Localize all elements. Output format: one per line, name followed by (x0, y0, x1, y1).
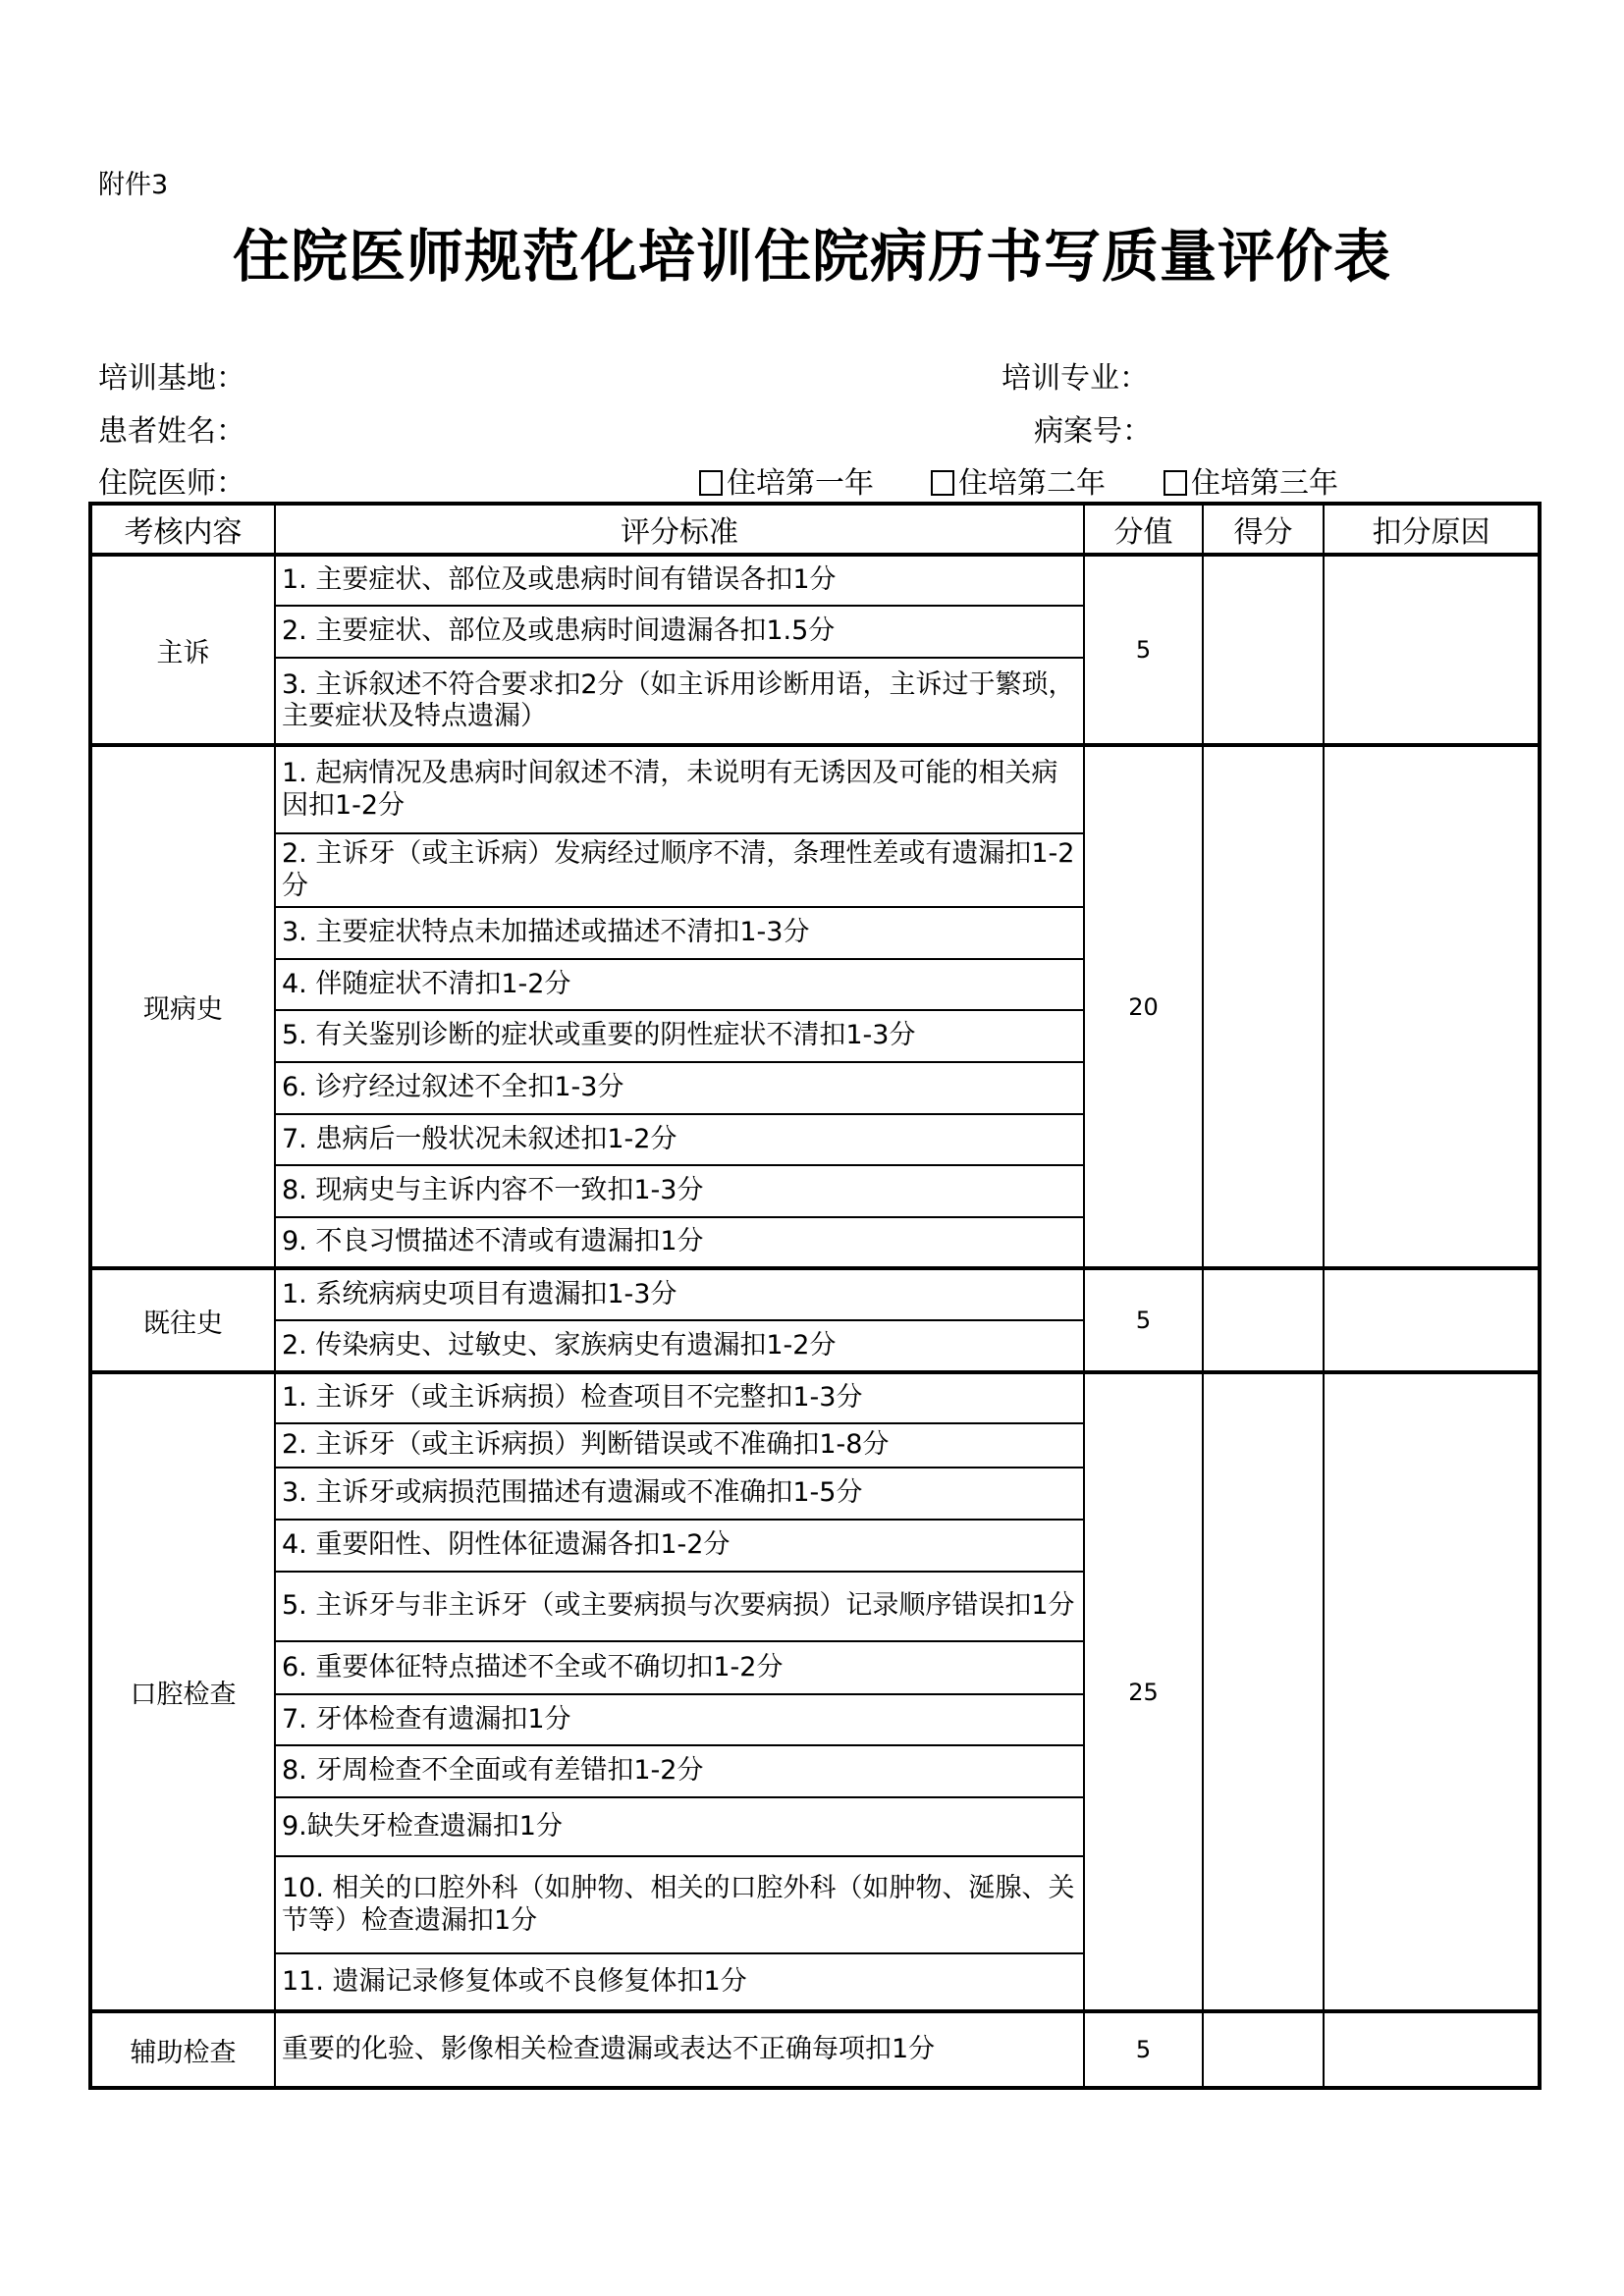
criteria-cell: 7. 患病后一般状况未叙述扣1-2分 (275, 1114, 1084, 1165)
criteria-cell: 3. 主要症状特点未加描述或描述不清扣1-3分 (275, 907, 1084, 959)
patient-name-label: 患者姓名： (98, 414, 245, 449)
training-base-label: 培训基地： (98, 361, 245, 396)
criteria-cell: 3. 主诉叙述不符合要求扣2分（如主诉用诊断用语，主诉过于繁琐，主要症状及特点遗漏） (275, 658, 1084, 745)
criteria-cell: 2. 主诉牙（或主诉病损）判断错误或不准确扣1-8分 (275, 1423, 1084, 1468)
criteria-cell: 8. 牙周检查不全面或有差错扣1-2分 (275, 1745, 1084, 1797)
criteria-cell: 10. 相关的口腔外科（如肿物、相关的口腔外科（如肿物、涎腺、关节等）检查遗漏扣1分 (275, 1856, 1084, 1953)
checkbox[interactable] (1164, 470, 1187, 496)
annex-label: 附件3 (98, 170, 169, 200)
checkbox[interactable] (699, 470, 723, 496)
category-cell: 辅助检查 (90, 2011, 275, 2088)
score-input-cell[interactable] (1203, 745, 1324, 1268)
header-content: 考核内容 (90, 504, 275, 555)
deduction-reason-cell[interactable] (1324, 745, 1540, 1268)
criteria-cell: 9. 不良习惯描述不清或有遗漏扣1分 (275, 1217, 1084, 1268)
criteria-cell: 2. 主要症状、部位及或患病时间遗漏各扣1.5分 (275, 606, 1084, 658)
criteria-cell: 1. 起病情况及患病时间叙述不清，未说明有无诱因及可能的相关病因扣1-2分 (275, 745, 1084, 833)
criteria-cell: 9.缺失牙检查遗漏扣1分 (275, 1797, 1084, 1856)
header-score: 得分 (1203, 504, 1324, 555)
criteria-cell: 8. 现病史与主诉内容不一致扣1-3分 (275, 1165, 1084, 1217)
record-number-label: 病案号： (1034, 414, 1152, 449)
criteria-cell: 5. 有关鉴别诊断的症状或重要的阴性症状不清扣1-3分 (275, 1010, 1084, 1062)
max-score-cell: 5 (1084, 1268, 1203, 1372)
table-row (90, 2011, 1540, 2088)
criteria-cell: 2. 主诉牙（或主诉病）发病经过顺序不清，条理性差或有遗漏扣1-2分 (275, 833, 1084, 907)
criteria-cell: 4. 伴随症状不清扣1-2分 (275, 959, 1084, 1010)
score-input-cell[interactable] (1203, 2011, 1324, 2088)
criteria-cell: 7. 牙体检查有遗漏扣1分 (275, 1694, 1084, 1745)
deduction-reason-cell[interactable] (1324, 2011, 1540, 2088)
header-criteria: 评分标准 (275, 504, 1084, 555)
year-option-1[interactable]: 住培第一年 (699, 458, 874, 502)
criteria-cell: 1. 主诉牙（或主诉病损）检查项目不完整扣1-3分 (275, 1372, 1084, 1423)
deduction-reason-cell[interactable] (1324, 555, 1540, 745)
header-deduction-reason: 扣分原因 (1324, 504, 1540, 555)
criteria-cell: 4. 重要阳性、阴性体征遗漏各扣1-2分 (275, 1520, 1084, 1572)
max-score-cell: 20 (1084, 745, 1203, 1268)
criteria-cell: 5. 主诉牙与非主诉牙（或主要病损与次要病损）记录顺序错误扣1分 (275, 1572, 1084, 1641)
category-cell: 口腔检查 (90, 1372, 275, 2011)
criteria-cell: 6. 重要体征特点描述不全或不确切扣1-2分 (275, 1641, 1084, 1694)
criteria-cell: 11. 遗漏记录修复体或不良修复体扣1分 (275, 1953, 1084, 2011)
criteria-cell: 3. 主诉牙或病损范围描述有遗漏或不准确扣1-5分 (275, 1468, 1084, 1520)
training-major-label: 培训专业： (1001, 361, 1149, 396)
page-title: 住院医师规范化培训住院病历书写质量评价表 (232, 223, 1391, 290)
table-row (90, 1372, 1540, 1423)
criteria-cell: 2. 传染病史、过敏史、家族病史有遗漏扣1-2分 (275, 1320, 1084, 1372)
header-max-score: 分值 (1084, 504, 1203, 555)
max-score-cell: 5 (1084, 2011, 1203, 2088)
checkbox[interactable] (931, 470, 954, 496)
category-cell: 现病史 (90, 745, 275, 1268)
category-cell: 既往史 (90, 1268, 275, 1372)
table-row (90, 745, 1540, 833)
deduction-reason-cell[interactable] (1324, 1372, 1540, 2011)
criteria-cell: 1. 系统病病史项目有遗漏扣1-3分 (275, 1268, 1084, 1320)
score-input-cell[interactable] (1203, 1268, 1324, 1372)
criteria-cell: 1. 主要症状、部位及或患病时间有错误各扣1分 (275, 555, 1084, 606)
criteria-cell: 6. 诊疗经过叙述不全扣1-3分 (275, 1062, 1084, 1114)
score-input-cell[interactable] (1203, 555, 1324, 745)
max-score-cell: 25 (1084, 1372, 1203, 2011)
evaluation-table (88, 502, 1542, 2090)
resident-label: 住院医师： (98, 466, 245, 501)
category-cell: 主诉 (90, 555, 275, 745)
table-header-row (90, 504, 1540, 555)
max-score-cell: 5 (1084, 555, 1203, 745)
deduction-reason-cell[interactable] (1324, 1268, 1540, 1372)
year-option-2[interactable]: 住培第二年 (931, 458, 1106, 502)
year-option-3[interactable]: 住培第三年 (1164, 458, 1338, 502)
criteria-cell: 重要的化验、影像相关检查遗漏或表达不正确每项扣1分 (275, 2011, 1084, 2088)
table-row (90, 555, 1540, 606)
table-row (90, 1268, 1540, 1320)
score-input-cell[interactable] (1203, 1372, 1324, 2011)
